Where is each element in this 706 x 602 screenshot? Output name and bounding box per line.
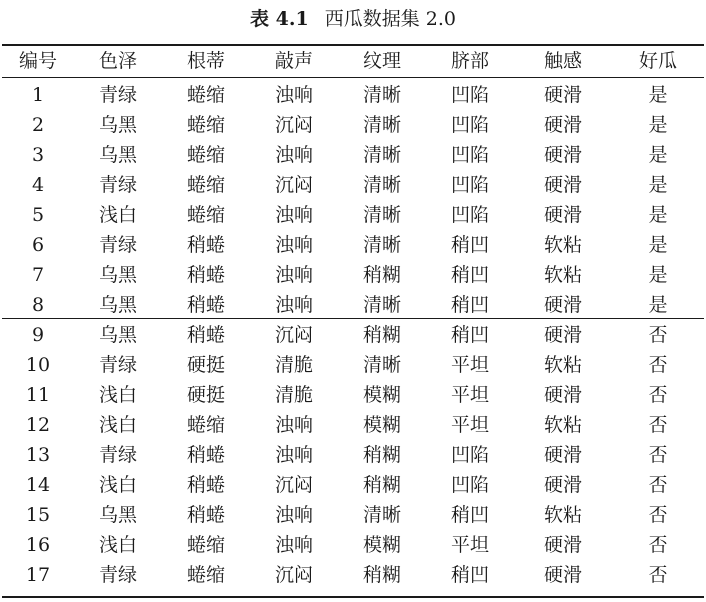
cell-id: 9 [31,324,45,346]
cell-knock-sound: 浊响 [274,204,313,226]
cell-root: 蜷缩 [186,564,225,586]
cell-color: 乌黑 [98,114,137,136]
cell-touch: 软粘 [543,354,582,376]
cell-touch: 软粘 [543,414,582,436]
cell-touch: 硬滑 [543,444,582,466]
cell-texture: 清晰 [362,84,401,106]
table-body-positive [2,80,704,320]
cell-texture: 稍糊 [362,564,401,586]
table-row [2,260,704,290]
cell-navel: 凹陷 [450,204,489,226]
table-row [2,500,704,530]
cell-knock-sound: 沉闷 [274,564,313,586]
cell-texture: 模糊 [362,534,401,556]
cell-root: 蜷缩 [186,174,225,196]
cell-id: 3 [31,144,45,166]
cell-knock-sound: 沉闷 [274,174,313,196]
cell-texture: 清晰 [362,174,401,196]
cell-texture: 模糊 [362,384,401,406]
cell-root: 稍蜷 [186,324,225,346]
header-touch: 触感 [543,50,582,72]
cell-texture: 模糊 [362,414,401,436]
table-row [2,200,704,230]
header-id: 编号 [18,50,57,72]
cell-touch: 硬滑 [543,174,582,196]
cell-navel: 凹陷 [450,474,489,496]
cell-color: 浅白 [98,384,137,406]
cell-good-melon: 是 [648,294,668,316]
cell-root: 蜷缩 [186,534,225,556]
cell-knock-sound: 浊响 [274,414,313,436]
cell-texture: 清晰 [362,354,401,376]
cell-touch: 软粘 [543,234,582,256]
table-header-rule [2,77,704,78]
header-navel: 脐部 [450,50,489,72]
header-knock-sound: 敲声 [274,50,313,72]
cell-root: 稍蜷 [186,234,225,256]
cell-root: 蜷缩 [186,84,225,106]
cell-knock-sound: 清脆 [274,384,313,406]
cell-knock-sound: 沉闷 [274,324,313,346]
cell-color: 乌黑 [98,264,137,286]
cell-root: 稍蜷 [186,504,225,526]
cell-touch: 硬滑 [543,114,582,136]
cell-navel: 凹陷 [450,114,489,136]
cell-navel: 凹陷 [450,84,489,106]
cell-navel: 稍凹 [450,564,489,586]
cell-id: 15 [25,504,51,526]
cell-good-melon: 否 [648,504,668,526]
cell-good-melon: 是 [648,84,668,106]
table-caption-label: 表 4.1 [250,8,309,30]
cell-touch: 软粘 [543,504,582,526]
cell-color: 乌黑 [98,144,137,166]
cell-id: 14 [25,474,51,496]
cell-knock-sound: 浊响 [274,534,313,556]
header-good-melon: 好瓜 [638,50,677,72]
cell-id: 4 [31,174,45,196]
table-row [2,110,704,140]
cell-id: 17 [25,564,51,586]
cell-good-melon: 否 [648,384,668,406]
cell-texture: 清晰 [362,204,401,226]
table-row [2,140,704,170]
cell-root: 稍蜷 [186,444,225,466]
cell-good-melon: 否 [648,324,668,346]
table-bottom-rule [2,596,704,598]
table-row [2,410,704,440]
cell-color: 青绿 [98,444,137,466]
cell-good-melon: 是 [648,204,668,226]
cell-root: 硬挺 [186,384,225,406]
cell-texture: 清晰 [362,114,401,136]
cell-touch: 软粘 [543,264,582,286]
table-caption-title: 西瓜数据集 2.0 [324,8,456,30]
cell-knock-sound: 沉闷 [274,474,313,496]
cell-knock-sound: 浊响 [274,264,313,286]
cell-texture: 稍糊 [362,444,401,466]
cell-good-melon: 否 [648,444,668,466]
table-row [2,230,704,260]
cell-good-melon: 是 [648,264,668,286]
cell-id: 2 [31,114,45,136]
cell-good-melon: 是 [648,174,668,196]
table-header [2,46,704,77]
table-row [2,560,704,590]
cell-id: 7 [31,264,45,286]
cell-touch: 硬滑 [543,324,582,346]
cell-texture: 清晰 [362,504,401,526]
cell-navel: 稍凹 [450,264,489,286]
table-body-negative [2,320,704,590]
cell-color: 乌黑 [98,294,137,316]
header-root: 根蒂 [186,50,225,72]
cell-color: 青绿 [98,174,137,196]
cell-touch: 硬滑 [543,294,582,316]
cell-texture: 稍糊 [362,324,401,346]
cell-knock-sound: 浊响 [274,504,313,526]
cell-navel: 稍凹 [450,294,489,316]
cell-id: 5 [31,204,45,226]
cell-navel: 平坦 [450,534,489,556]
cell-root: 稍蜷 [186,264,225,286]
cell-root: 蜷缩 [186,144,225,166]
cell-root: 稍蜷 [186,294,225,316]
table-row [2,350,704,380]
table-row [2,320,704,350]
cell-color: 浅白 [98,414,137,436]
cell-texture: 清晰 [362,144,401,166]
cell-navel: 稍凹 [450,504,489,526]
cell-good-melon: 是 [648,144,668,166]
cell-navel: 稍凹 [450,234,489,256]
cell-knock-sound: 浊响 [274,294,313,316]
cell-texture: 清晰 [362,294,401,316]
cell-knock-sound: 浊响 [274,234,313,256]
cell-navel: 凹陷 [450,174,489,196]
cell-id: 16 [25,534,51,556]
cell-knock-sound: 浊响 [274,444,313,466]
cell-touch: 硬滑 [543,84,582,106]
cell-id: 6 [31,234,45,256]
table-group-divider [2,318,704,319]
table-row [2,170,704,200]
cell-navel: 平坦 [450,384,489,406]
cell-color: 浅白 [98,204,137,226]
cell-color: 乌黑 [98,504,137,526]
cell-good-melon: 否 [648,354,668,376]
table-row [2,440,704,470]
cell-touch: 硬滑 [543,204,582,226]
cell-color: 浅白 [98,474,137,496]
cell-root: 蜷缩 [186,414,225,436]
cell-id: 10 [25,354,51,376]
header-texture: 纹理 [362,50,401,72]
cell-texture: 稍糊 [362,474,401,496]
cell-touch: 硬滑 [543,144,582,166]
cell-navel: 平坦 [450,414,489,436]
cell-knock-sound: 浊响 [274,144,313,166]
cell-id: 8 [31,294,45,316]
cell-touch: 硬滑 [543,384,582,406]
header-row [2,46,704,77]
cell-root: 硬挺 [186,354,225,376]
table-row [2,380,704,410]
cell-good-melon: 否 [648,474,668,496]
cell-root: 蜷缩 [186,204,225,226]
cell-navel: 凹陷 [450,144,489,166]
cell-root: 稍蜷 [186,474,225,496]
cell-texture: 清晰 [362,234,401,256]
cell-color: 乌黑 [98,324,137,346]
cell-id: 12 [25,414,51,436]
table-row [2,290,704,320]
cell-good-melon: 否 [648,534,668,556]
cell-id: 1 [31,84,45,106]
cell-color: 青绿 [98,564,137,586]
cell-knock-sound: 沉闷 [274,114,313,136]
cell-touch: 硬滑 [543,564,582,586]
cell-navel: 凹陷 [450,444,489,466]
table-caption [0,6,706,32]
cell-id: 11 [25,384,51,406]
table-row [2,530,704,560]
cell-knock-sound: 清脆 [274,354,313,376]
cell-texture: 稍糊 [362,264,401,286]
cell-root: 蜷缩 [186,114,225,136]
table-row [2,80,704,110]
cell-good-melon: 是 [648,234,668,256]
header-color: 色泽 [98,50,137,72]
cell-id: 13 [25,444,51,466]
cell-good-melon: 是 [648,114,668,136]
cell-touch: 硬滑 [543,534,582,556]
cell-color: 青绿 [98,234,137,256]
cell-color: 青绿 [98,84,137,106]
cell-navel: 平坦 [450,354,489,376]
cell-good-melon: 否 [648,414,668,436]
cell-color: 浅白 [98,534,137,556]
cell-knock-sound: 浊响 [274,84,313,106]
cell-good-melon: 否 [648,564,668,586]
table-row [2,470,704,500]
cell-touch: 硬滑 [543,474,582,496]
cell-color: 青绿 [98,354,137,376]
cell-navel: 稍凹 [450,324,489,346]
